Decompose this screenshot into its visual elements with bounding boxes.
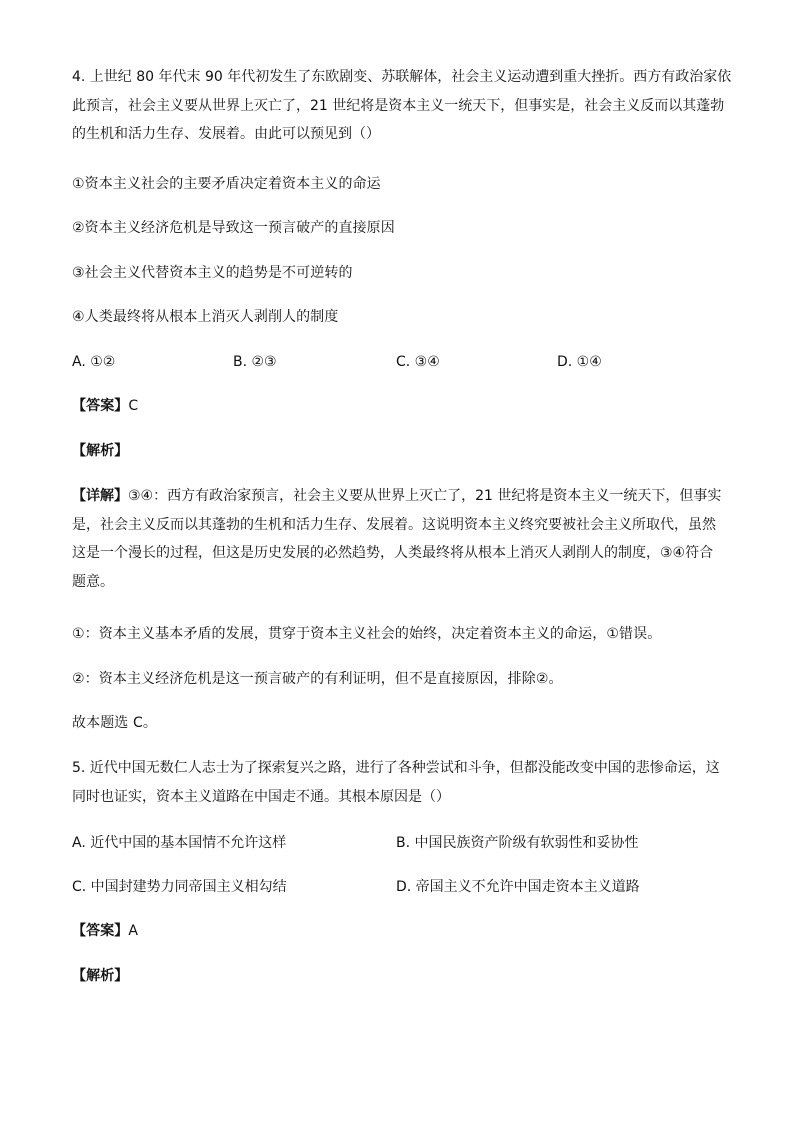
q4-detail-text: ③④：西方有政治家预言，社会主义要从世界上灭亡了，21 世纪将是资本主义一统天下，但事实 <box>128 488 722 504</box>
q5-option-a: A. 近代中国的基本国情不允许这样 <box>72 835 287 851</box>
answer-value: C <box>128 398 139 414</box>
q4-detail-line <box>72 486 728 515</box>
q4-answer <box>72 396 728 416</box>
q4-detail <box>72 486 728 600</box>
q4-detail-line: 这是一个漫长的过程，但这是历史发展的必然趋势，人类最终将从根本上消灭人剥削人的制度，③④符合 <box>72 545 714 561</box>
q4-stem <box>72 67 732 153</box>
q4-option-c: C. ③④ <box>396 354 440 370</box>
q4-reason-1: ①：资本主义基本矛盾的发展，贯穿于资本主义社会的始终，决定着资本主义的命运，①错误。 <box>72 626 662 642</box>
q4-option-d: D. ①④ <box>557 354 602 370</box>
q4-option-b: B. ②③ <box>233 354 277 370</box>
q4-option-a: A. ①② <box>72 354 116 370</box>
q5-stem-line: 5. 近代中国无数仁人志士为了探索复兴之路，进行了各种尝试和斗争，但都没能改变中国的悲惨命运，这 <box>72 760 720 776</box>
q4-analysis-label: 【解析】 <box>72 443 129 459</box>
q5-analysis-label: 【解析】 <box>72 968 129 984</box>
answer-label: 【答案】 <box>72 923 129 939</box>
q5-option-d: D. 帝国主义不允许中国走资本主义道路 <box>396 879 640 895</box>
q5-stem-line: 同时也证实，资本主义道路在中国走不通。其根本原因是（） <box>72 788 450 805</box>
q5-answer <box>72 921 728 941</box>
answer-value: A <box>128 923 139 939</box>
q4-stem-line: 4. 上世纪 80 年代末 90 年代初发生了东欧剧变、苏联解体，社会主义运动遭到重大挫折。西方有政治家依 <box>72 69 732 85</box>
q4-stem-line: 的生机和活力生存、发展着。由此可以预见到（） <box>72 126 380 142</box>
answer-label: 【答案】 <box>72 398 129 414</box>
q5-option-c: C. 中国封建势力同帝国主义相勾结 <box>72 879 287 895</box>
q4-statement-2: ②资本主义经济危机是导致这一预言破产的直接原因 <box>72 220 395 236</box>
detail-label: 【详解】 <box>72 488 128 504</box>
q4-reason-2: ②：资本主义经济危机是这一预言破产的有利证明，但不是直接原因，排除②。 <box>72 671 563 687</box>
q4-statement-3: ③社会主义代替资本主义的趋势是不可逆转的 <box>72 265 353 281</box>
q4-statement-1: ①资本主义社会的主要矛盾决定着资本主义的命运 <box>72 176 381 192</box>
q4-statement-4: ④人类最终将从根本上消灭人剥削人的制度 <box>72 309 339 325</box>
q4-detail-line: 题意。 <box>72 573 114 590</box>
q4-conclusion: 故本题选 C。 <box>72 715 157 731</box>
q4-detail-line: 是，社会主义反而以其蓬勃的生机和活力生存、发展着。这说明资本主义终究要被社会主义所取代，虽然 <box>72 516 716 533</box>
q5-option-b: B. 中国民族资产阶级有软弱性和妥协性 <box>396 835 639 851</box>
q5-stem <box>72 758 728 815</box>
q4-stem-line: 此预言，社会主义要从世界上灭亡了，21 世纪将是资本主义一统天下，但事实是，社会主义反而以其蓬勃 <box>72 97 725 114</box>
